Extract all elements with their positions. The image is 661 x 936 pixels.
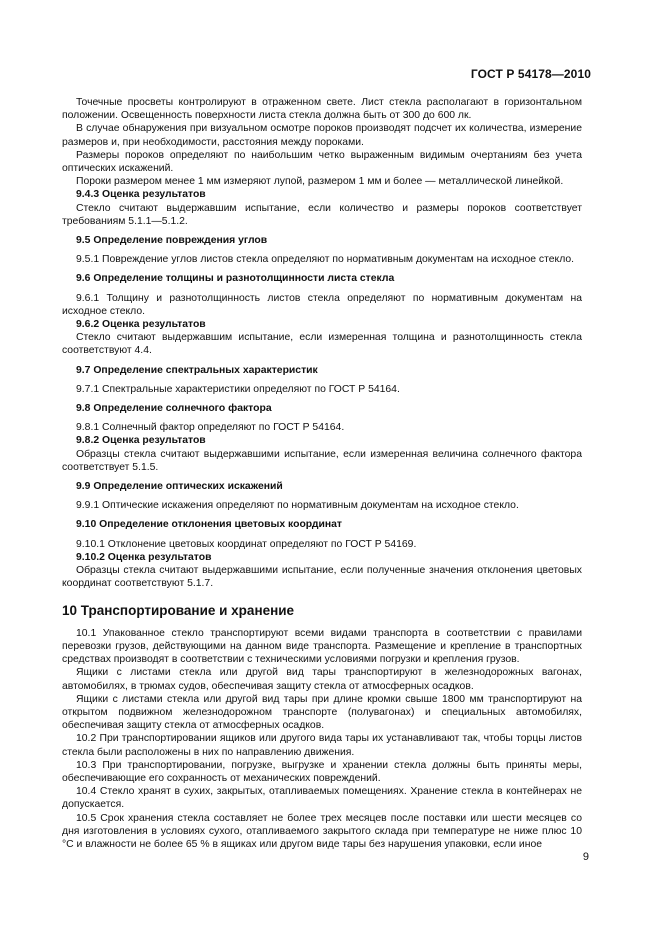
subsection-heading-9-6: 9.6 Определение толщины и разнотолщинности листа стекла (76, 273, 395, 285)
subsection-heading-9-4-3: 9.4.3 Оценка результатов (76, 189, 206, 201)
paragraph: 10.1 Упакованное стекло транспортируют всеми видами транспорта в соответствии с правилами перевозки грузов, действующими на данном виде транспорта. Размещение и крепление в транспортных средствах производят в соответствии с техническими условиями погрузки и крепления грузов. (62, 627, 582, 666)
paragraph: Размеры пороков определяют по наибольшим четко выраженным видимым очертаниям без учета оптических искажений. (62, 149, 582, 175)
paragraph: 10.3 При транспортировании, погрузке, выгрузке и хранении стекла должны быть приняты меры, обеспечивающие его сохранность от механических повреждений. (62, 759, 582, 784)
paragraph: Ящики с листами стекла или другой вид тары при длине кромки свыше 1800 мм транспортируют на открытом подвижном железнодорожном транспорте (полувагонах) и специальных автомобилях, обеспечивая защиту стекла от атмосферных осадков. (62, 693, 582, 732)
paragraph: 10.5 Срок хранения стекла составляет не более трех месяцев после поставки или шести месяцев со дня изготовления в условиях сухого, отапливаемого закрытого склада при температуре не ниже плюс 10 °С и влажности не более 65 % в ящиках или другом виде тары без нарушения упаковки, если иное (62, 812, 582, 850)
subsection-heading-9-5: 9.5 Определение повреждения углов (76, 235, 268, 247)
paragraph: Пороки размером менее 1 мм измеряют лупой, размером 1 мм и более — металлической линейкой. (76, 176, 564, 188)
paragraph: 9.5.1 Повреждение углов листов стекла определяют по нормативным документам на исходное стекло. (76, 254, 575, 266)
paragraph: Стекло считают выдержавшим испытание, если измеренная толщина и разнотолщинность стекла соответствуют 4.4. (62, 332, 582, 357)
paragraph: 9.8.1 Солнечный фактор определяют по ГОСТ Р 54164. (76, 422, 345, 434)
page-number: 9 (582, 851, 589, 863)
paragraph: 10.2 При транспортировании ящиков или другого вида тары их устанавливают так, чтобы торцы листов стекла были расположены в них по направлению движения. (62, 733, 582, 758)
paragraph: 9.6.1 Толщину и разнотолщинность листов стекла определяют по нормативным документам на исходное стекло. (62, 292, 582, 317)
paragraph: Образцы стекла считают выдержавшими испытание, если измеренная величина солнечного фактора соответствует 5.1.5. (62, 448, 582, 473)
paragraph: Ящики с листами стекла или другой вид тары транспортируют в железнодорожных вагонах, автомобилях, в трюмах судов, обеспечивая защиту стекла от атмосферных осадков. (62, 667, 582, 692)
paragraph: 9.7.1 Спектральные характеристики определяют по ГОСТ Р 54164. (76, 383, 400, 395)
paragraph: 9.9.1 Оптические искажения определяют по нормативным документам на исходное стекло. (76, 500, 519, 512)
subsection-heading-9-9: 9.9 Определение оптических искажений (76, 481, 283, 493)
paragraph: 9.10.1 Отклонение цветовых координат определяют по ГОСТ Р 54169. (76, 538, 417, 550)
paragraph: Точечные просветы контролируют в отраженном свете. Лист стекла располагают в горизонтальном положении. Освещенность поверхности листа стекла должна быть от 300 до 600 лк. (62, 97, 582, 122)
page-body (62, 96, 582, 851)
subsection-heading-9-6-2: 9.6.2 Оценка результатов (76, 319, 206, 331)
paragraph: 10.4 Стекло хранят в сухих, закрытых, отапливаемых помещениях. Хранение стекла в контейнерах не допускается. (62, 786, 582, 811)
section-heading-10: 10 Транспортирование и хранение (62, 602, 295, 618)
subsection-heading-9-8-2: 9.8.2 Оценка результатов (76, 435, 206, 447)
subsection-heading-9-7: 9.7 Определение спектральных характеристик (76, 364, 318, 376)
document-id: ГОСТ Р 54178—2010 (470, 67, 591, 81)
subsection-heading-9-10-2: 9.10.2 Оценка результатов (76, 551, 212, 563)
paragraph: В случае обнаружения при визуальном осмотре пороков производят подсчет их количества, измерение размеров и, при необходимости, расстояния между пороками. (62, 123, 582, 148)
paragraph: Стекло считают выдержавшим испытание, если количество и размеры пороков соответствует требованиям 5.1.1—5.1.2. (62, 202, 582, 227)
subsection-heading-9-10: 9.10 Определение отклонения цветовых координат (76, 519, 343, 531)
subsection-heading-9-8: 9.8 Определение солнечного фактора (76, 403, 272, 415)
paragraph: Образцы стекла считают выдержавшими испытание, если полученные значения отклонения цветовых координат соответствуют 5.1.7. (62, 565, 582, 590)
